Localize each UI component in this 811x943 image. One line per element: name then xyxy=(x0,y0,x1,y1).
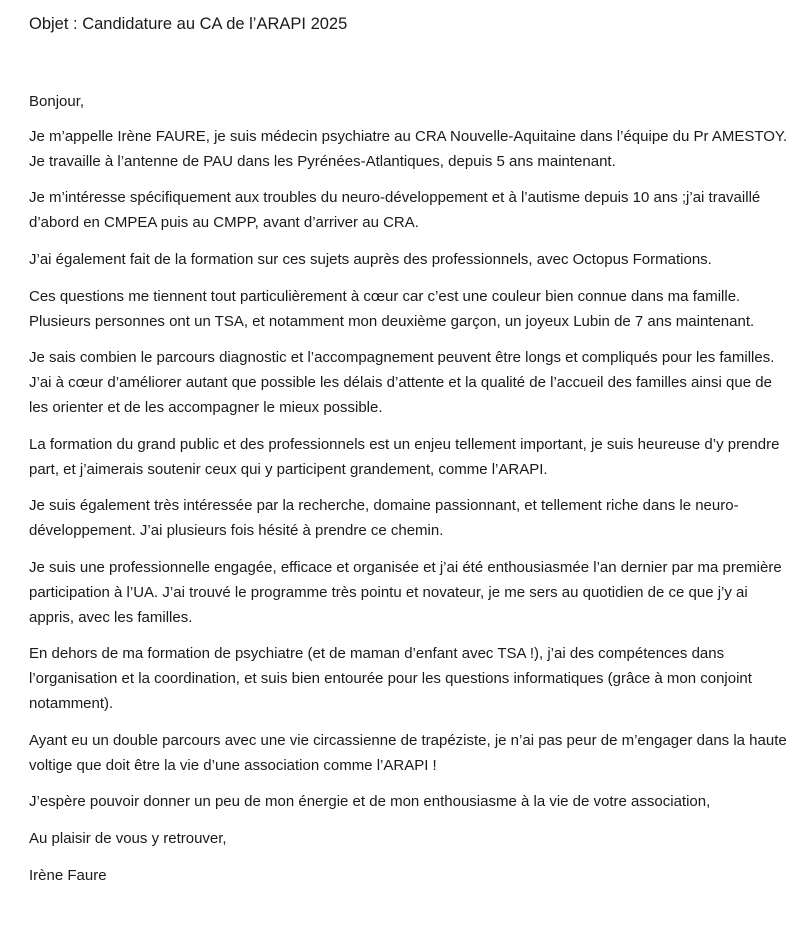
paragraph-skills: En dehors de ma formation de psychiatre (et de maman d’enfant avec TSA !), j’ai des compétences dans l’organisation et la coordination, et suis bien entourée pour les questions informatiques (grâce à mon conjoint notamment). xyxy=(29,645,752,712)
paragraph-families-support: Je sais combien le parcours diagnostic et l’accompagnement peuvent être longs et compliqués pour les familles. J’ai à cœur d’améliorer autant que possible les délais d’attente et la qualité de l’accueil des familles ainsi que de les orienter et de les accompagner le mieux possible. xyxy=(29,349,775,416)
paragraph-research: Je suis également très intéressée par la recherche, domaine passionnant, et tellement riche dans le neuro-développement. J’ai plusieurs fois hésité à prendre ce chemin. xyxy=(29,497,739,540)
paragraph-experience: Je m’intéresse spécifiquement aux troubles du neuro-développement et à l’autisme depuis 10 ans ;j’ai travaillé d’abord en CMPEA puis au CMPP, avant d’arriver au CRA. xyxy=(29,189,761,232)
paragraph-engagement: Je suis une professionnelle engagée, efficace et organisée et j’ai été enthousiasmée l’an dernier par ma première participation à l’UA. J’ai trouvé le programme très pointu et novateur, je me sers au quotidien de ce que j’y ai appris, avec les familles. xyxy=(29,558,782,626)
letter-signature: Irène Faure xyxy=(29,866,107,884)
paragraph-training: J’ai également fait de la formation sur ces sujets auprès des professionnels, avec Octopus Formations. xyxy=(29,250,712,268)
paragraph-family: Ces questions me tiennent tout particulièrement à cœur car c’est une couleur bien connue dans ma famille. Plusieurs personnes ont un TSA, et notamment mon deuxième garçon, un joyeux Lubin de 7 ans maintenant. xyxy=(29,287,755,330)
letter-subject: Objet : Candidature au CA de l’ARAPI 2025 xyxy=(29,15,348,33)
paragraph-introduction: Je m’appelle Irène FAURE, je suis médecin psychiatre au CRA Nouvelle-Aquitaine dans l’équipe du Pr AMESTOY. Je travaille à l’antenne de PAU dans les Pyrénées-Atlantiques, depuis 5 ans maintenant. xyxy=(29,127,788,170)
paragraph-hope: J’espère pouvoir donner un peu de mon énergie et de mon enthousiasme à la vie de votre association, xyxy=(29,793,711,811)
letter-body xyxy=(29,90,789,901)
paragraph-trapeze: Ayant eu un double parcours avec une vie circassienne de trapéziste, je n’ai pas peur de m’engager dans la haute voltige que doit être la vie d’une association comme l’ARAPI ! xyxy=(29,731,787,774)
paragraph-public-training: La formation du grand public et des professionnels est un enjeu tellement important, je suis heureuse d’y prendre part, et j’aimerais soutenir ceux qui y participent grandement, comme l’ARAPI. xyxy=(29,435,780,478)
letter-closing: Au plaisir de vous y retrouver, xyxy=(29,830,227,848)
letter-greeting: Bonjour, xyxy=(29,93,85,110)
